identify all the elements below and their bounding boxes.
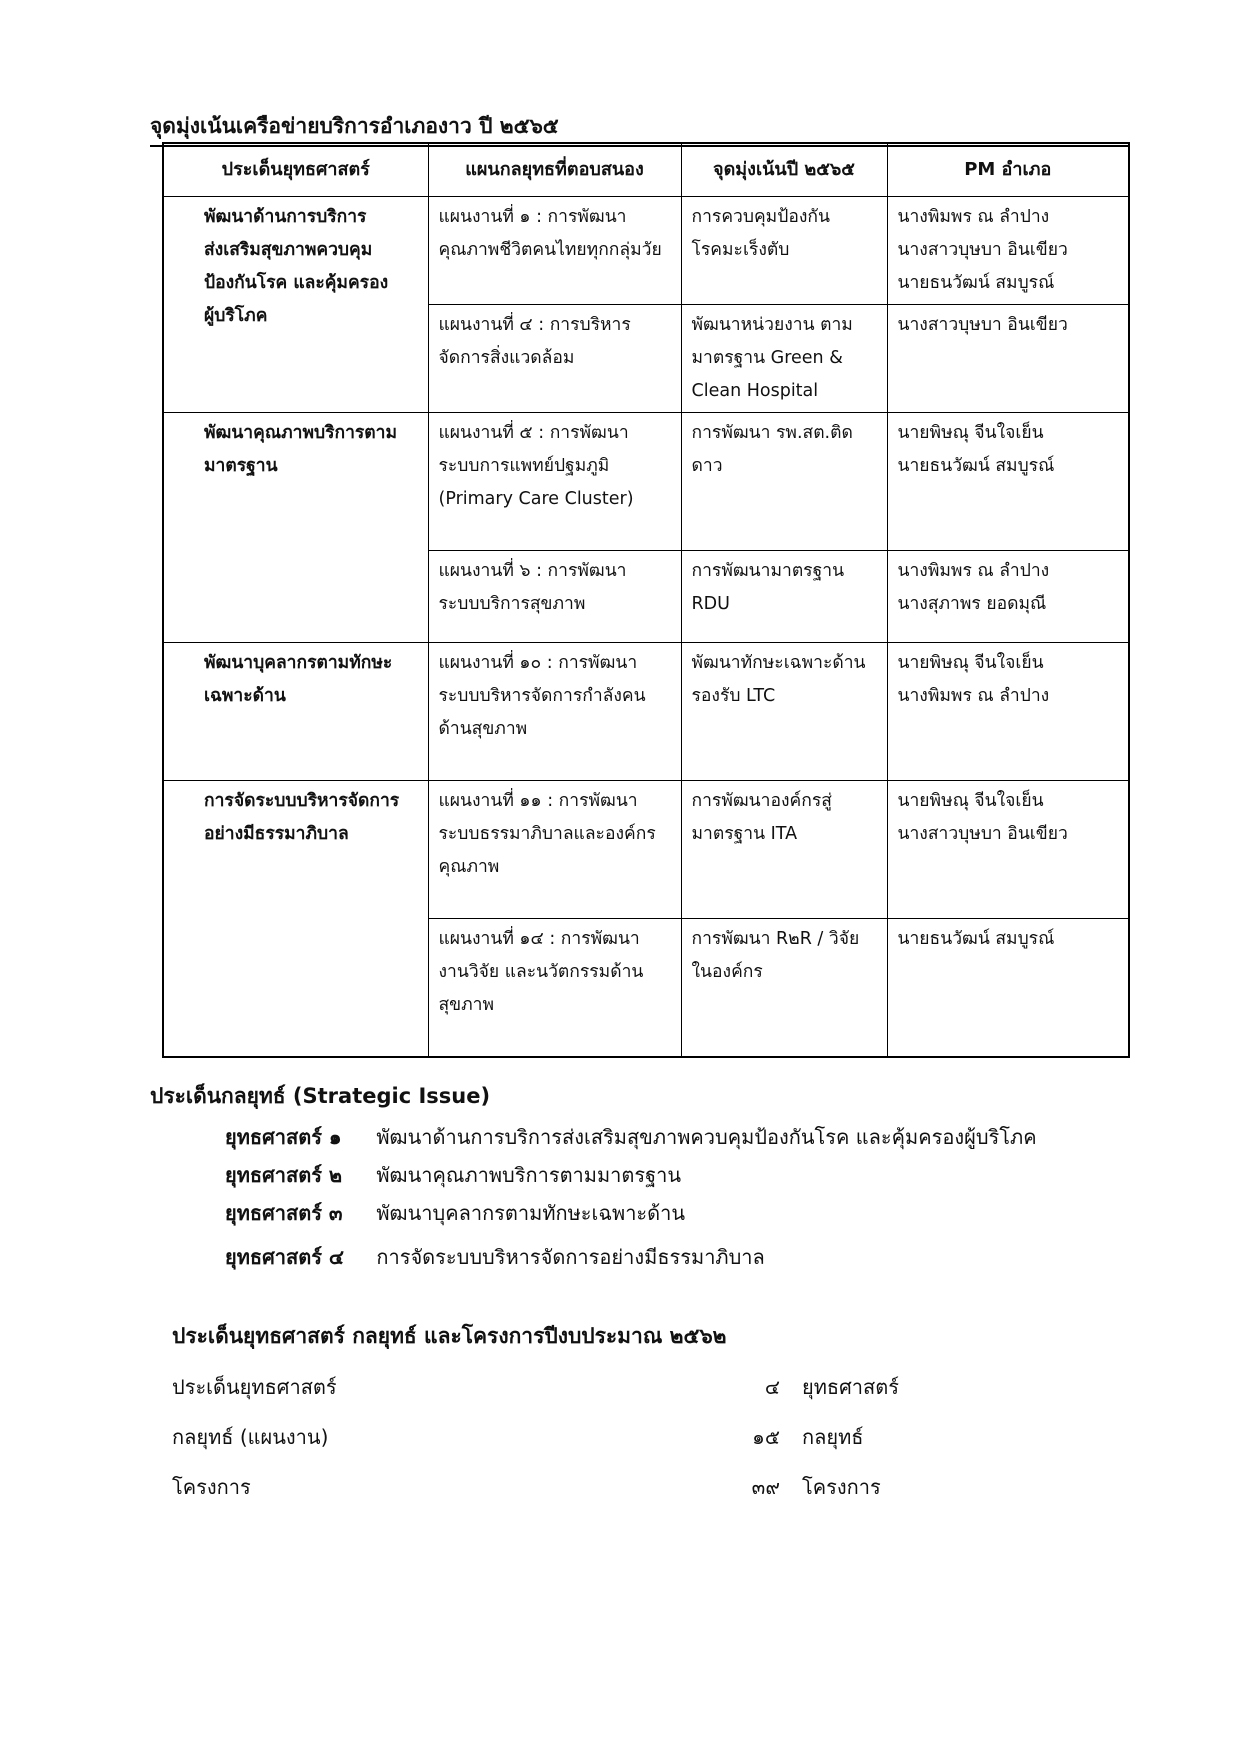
- focus-text: ดาว: [691, 456, 723, 476]
- strategy-label: ยุทธศาสตร์ ๒: [225, 1163, 343, 1187]
- plan-cell: [428, 413, 681, 551]
- plan-cell: [428, 305, 681, 413]
- count-row: [172, 1467, 932, 1507]
- table-row: [163, 781, 1129, 919]
- plan-text: แผนงานที่ ๖ : การพัฒนา: [438, 561, 627, 581]
- issue-cell: [163, 781, 428, 1057]
- count-unit: กลยุทธ์: [802, 1425, 864, 1449]
- issue-cell: [163, 413, 428, 643]
- strategic-list: [225, 1118, 1037, 1276]
- table-row: [163, 413, 1129, 551]
- plan-text: ระบบบริหารจัดการกำลังคน: [438, 686, 646, 706]
- plan-text: งานวิจัย และนวัตกรรมด้าน: [438, 962, 644, 982]
- table-row: [163, 197, 1129, 305]
- plan-text: คุณภาพชีวิตคนไทยทุกกลุ่มวัย: [438, 240, 662, 260]
- plan-text: (Primary Care Cluster): [438, 489, 634, 509]
- plan-text: แผนงานที่ ๑ : การพัฒนา: [438, 207, 627, 227]
- focus-text: RDU: [691, 594, 730, 614]
- strategy-text: การจัดระบบบริหารจัดการอย่างมีธรรมาภิบาล: [376, 1245, 765, 1269]
- issue-text: พัฒนาคุณภาพบริการตาม: [204, 423, 398, 443]
- pm-text: นายธนวัฒน์ สมบูรณ์: [897, 273, 1055, 293]
- issue-cell: [163, 643, 428, 781]
- page-title: จุดมุ่งเน้นเครือข่ายบริการอำเภองาว ปี ๒๕๖๕: [150, 110, 1130, 147]
- count-row: [172, 1367, 932, 1407]
- pm-cell: [887, 197, 1129, 305]
- focus-cell: [681, 919, 887, 1057]
- pm-text: นางสาวบุษบา อินเขียว: [897, 240, 1068, 260]
- pm-text: นายธนวัฒน์ สมบูรณ์: [897, 929, 1055, 949]
- focus-table: [162, 142, 1130, 1058]
- header-pm: PM อำเภอ: [887, 143, 1129, 197]
- header-strategic-issue: ประเด็นยุทธศาสตร์: [163, 143, 428, 197]
- strategy-text: พัฒนาคุณภาพบริการตามมาตรฐาน: [376, 1163, 682, 1187]
- pm-text: นางพิมพร ณ ลำปาง: [897, 561, 1050, 581]
- focus-text: มาตรฐาน ITA: [691, 824, 798, 844]
- list-item: [225, 1156, 1037, 1194]
- pm-text: นางพิมพร ณ ลำปาง: [897, 686, 1050, 706]
- pm-cell: [887, 919, 1129, 1057]
- focus-cell: [681, 305, 887, 413]
- focus-text: การพัฒนา รพ.สต.ติด: [691, 423, 853, 443]
- list-item: [225, 1194, 1037, 1232]
- focus-text: รองรับ LTC: [691, 686, 776, 706]
- header-strategy-plan: แผนกลยุทธที่ตอบสนอง: [428, 143, 681, 197]
- count-unit: โครงการ: [802, 1475, 881, 1499]
- issue-text: ป้องกันโรค และคุ้มครอง: [204, 273, 389, 293]
- pm-text: นายธนวัฒน์ สมบูรณ์: [897, 456, 1055, 476]
- pm-cell: [887, 551, 1129, 643]
- plan-text: แผนงานที่ ๔ : การบริหาร: [438, 315, 631, 335]
- focus-text: การควบคุมป้องกัน: [691, 207, 830, 227]
- pm-cell: [887, 305, 1129, 413]
- issue-text: ผู้บริโภค: [204, 306, 268, 326]
- focus-text: มาตรฐาน Green &: [691, 348, 843, 368]
- plan-text: ระบบบริการสุขภาพ: [438, 594, 586, 614]
- issue-text: การจัดระบบบริหารจัดการ: [204, 791, 400, 811]
- plan-cell: [428, 197, 681, 305]
- issue-text: อย่างมีธรรมาภิบาล: [204, 824, 349, 844]
- budget-title: ประเด็นยุทธศาสตร์ กลยุทธ์ และโครงการปีงบประมาณ ๒๕๖๒: [172, 1324, 727, 1348]
- pm-cell: [887, 413, 1129, 551]
- focus-text: โรคมะเร็งตับ: [691, 240, 790, 260]
- plan-text: สุขภาพ: [438, 995, 495, 1015]
- focus-cell: [681, 781, 887, 919]
- plan-cell: [428, 919, 681, 1057]
- plan-text: ด้านสุขภาพ: [438, 719, 528, 739]
- count-value: ๔: [764, 1375, 780, 1399]
- issue-text: ส่งเสริมสุขภาพควบคุม: [204, 240, 373, 260]
- list-item: [225, 1118, 1037, 1156]
- focus-cell: [681, 197, 887, 305]
- issue-text: เฉพาะด้าน: [204, 686, 286, 706]
- plan-text: ระบบธรรมาภิบาลและองค์กร: [438, 824, 656, 844]
- count-value: ๑๕: [752, 1425, 780, 1449]
- table-row: [163, 643, 1129, 781]
- plan-cell: [428, 643, 681, 781]
- count-label: กลยุทธ์ (แผนงาน): [172, 1425, 329, 1449]
- focus-text: การพัฒนามาตรฐาน: [691, 561, 845, 581]
- pm-text: นางสุภาพร ยอดมุณี: [897, 594, 1047, 614]
- pm-cell: [887, 643, 1129, 781]
- plan-text: คุณภาพ: [438, 857, 500, 877]
- strategic-issue-title: ประเด็นกลยุทธ์ (Strategic Issue): [150, 1084, 491, 1108]
- focus-text: ในองค์กร: [691, 962, 763, 982]
- table-header-row: [163, 143, 1129, 197]
- count-unit: ยุทธศาสตร์: [802, 1375, 899, 1399]
- issue-text: มาตรฐาน: [204, 456, 278, 476]
- focus-text: Clean Hospital: [691, 381, 819, 401]
- focus-text: พัฒนาหน่วยงาน ตาม: [691, 315, 853, 335]
- pm-text: นางพิมพร ณ ลำปาง: [897, 207, 1050, 227]
- pm-text: นายพิษณุ จีนใจเย็น: [897, 791, 1044, 811]
- focus-text: การพัฒนาองค์กรสู่: [691, 791, 832, 811]
- plan-text: แผนงานที่ ๑๐ : การพัฒนา: [438, 653, 638, 673]
- strategy-text: พัฒนาด้านการบริการส่งเสริมสุขภาพควบคุมป้องกันโรค และคุ้มครองผู้บริโภค: [376, 1125, 1037, 1149]
- pm-text: นางสาวบุษบา อินเขียว: [897, 824, 1068, 844]
- plan-text: แผนงานที่ ๑๔ : การพัฒนา: [438, 929, 640, 949]
- strategy-label: ยุทธศาสตร์ ๑: [225, 1125, 342, 1149]
- issue-text: พัฒนาด้านการบริการ: [204, 207, 367, 227]
- focus-cell: [681, 551, 887, 643]
- focus-cell: [681, 413, 887, 551]
- pm-text: นายพิษณุ จีนใจเย็น: [897, 423, 1044, 443]
- issue-cell: [163, 197, 428, 413]
- focus-text: พัฒนาทักษะเฉพาะด้าน: [691, 653, 866, 673]
- pm-text: นายพิษณุ จีนใจเย็น: [897, 653, 1044, 673]
- count-label: ประเด็นยุทธศาสตร์: [172, 1375, 337, 1399]
- plan-cell: [428, 781, 681, 919]
- plan-text: แผนงานที่ ๑๑ : การพัฒนา: [438, 791, 638, 811]
- pm-cell: [887, 781, 1129, 919]
- count-value: ๓๙: [751, 1475, 780, 1499]
- issue-text: พัฒนาบุคลากรตามทักษะ: [204, 653, 393, 673]
- focus-text: การพัฒนา R๒R / วิจัย: [691, 929, 860, 949]
- plan-text: ระบบการแพทย์ปฐมภูมิ: [438, 456, 610, 476]
- pm-text: นางสาวบุษบา อินเขียว: [897, 315, 1068, 335]
- header-focus: จุดมุ่งเน้นปี ๒๕๖๕: [681, 143, 887, 197]
- focus-cell: [681, 643, 887, 781]
- plan-text: จัดการสิ่งแวดล้อม: [438, 348, 575, 368]
- strategy-label: ยุทธศาสตร์ ๔: [225, 1245, 345, 1269]
- count-row: [172, 1417, 932, 1457]
- strategy-label: ยุทธศาสตร์ ๓: [225, 1201, 343, 1225]
- plan-text: แผนงานที่ ๕ : การพัฒนา: [438, 423, 629, 443]
- list-item: [225, 1238, 1037, 1276]
- plan-cell: [428, 551, 681, 643]
- strategy-text: พัฒนาบุคลากรตามทักษะเฉพาะด้าน: [376, 1201, 686, 1225]
- count-label: โครงการ: [172, 1475, 251, 1499]
